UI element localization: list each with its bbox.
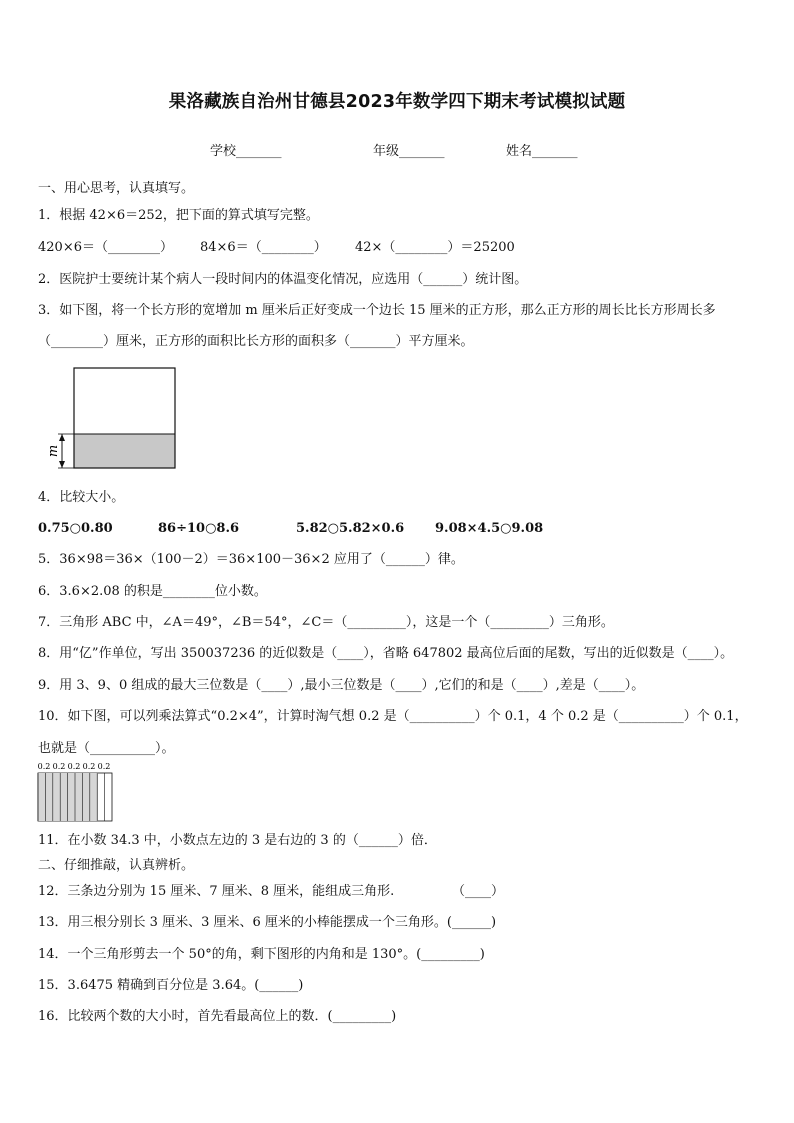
question-12-answer-blank[interactable]: （____）	[452, 884, 505, 899]
question-4: 4．比较大小。	[38, 490, 125, 505]
question-4-d[interactable]: 9.08×4.5○9.08	[435, 521, 544, 536]
strip-label-4: 0.2	[82, 762, 96, 771]
shaded-width-increase	[74, 434, 175, 468]
question-5[interactable]: 5．36×98＝36×（100－2）＝36×100－36×2 应用了（______）律。	[38, 552, 464, 567]
question-14[interactable]: 14．一个三角形剪去一个 50°的角，剩下图形的内角和是 130°。(_________)	[38, 947, 485, 962]
page-title: 果洛藏族自治州甘德县2023年数学四下期末考试模拟试题	[168, 92, 626, 112]
question-1-b[interactable]: 84×6＝（________）	[200, 240, 327, 255]
question-16[interactable]: 16．比较两个数的大小时，首先看最高位上的数．(_________)	[38, 1009, 397, 1024]
question-8[interactable]: 8．用“亿”作单位，写出 350037236 的近似数是（____），省略 647802 最高位后面的尾数，写出的近似数是（____）。	[38, 646, 734, 661]
arrow-up-icon	[59, 434, 65, 441]
question-4-c[interactable]: 5.82○5.82×0.6	[296, 521, 405, 536]
section-two-heading: 二、仔细推敲，认真辨析。	[38, 858, 195, 873]
school-field[interactable]: 学校_______	[210, 144, 282, 159]
question-12: 12．三条边分别为 15 厘米、7 厘米、8 厘米，能组成三角形.	[38, 884, 395, 899]
question-10-line-1[interactable]: 10．如下图，可以列乘法算式“0.2×4”，计算时淘气想 0.2 是（__________）个 0.1，4 个 0.2 是（__________）个 0.1，	[38, 709, 748, 724]
strip-label-3: 0.2	[67, 762, 81, 771]
question-9[interactable]: 9．用 3、9、0 组成的最大三位数是（____）,最小三位数是（____）,它们的和是（____）,差是（____）。	[38, 678, 645, 693]
strip-label-1: 0.2	[37, 762, 51, 771]
question-10-line-2[interactable]: 也就是（__________）。	[38, 741, 175, 756]
question-4-a[interactable]: 0.75○0.80	[38, 521, 113, 536]
decimal-strip-figure	[36, 760, 116, 824]
question-4-b[interactable]: 86÷10○8.6	[158, 521, 240, 536]
question-6[interactable]: 6．3.6×2.08 的积是________位小数。	[38, 584, 267, 599]
section-one-heading: 一、用心思考，认真填写。	[38, 181, 195, 196]
question-7[interactable]: 7．三角形 ABC 中，∠A＝49°，∠B＝54°，∠C＝（_________），这是一个（_________）三角形。	[38, 615, 614, 630]
question-15[interactable]: 15．3.6475 精确到百分位是 3.64。(______)	[38, 978, 304, 993]
question-11[interactable]: 11．在小数 34.3 中，小数点左边的 3 是右边的 3 的（______）倍．	[38, 833, 437, 848]
question-13[interactable]: 13．用三根分别长 3 厘米、3 厘米、6 厘米的小棒能摆成一个三角形。(______)	[38, 915, 497, 930]
arrow-down-icon	[59, 461, 65, 468]
question-1-a[interactable]: 420×6＝（________）	[38, 240, 173, 255]
name-field[interactable]: 姓名_______	[506, 144, 578, 159]
strip-label-2: 0.2	[52, 762, 66, 771]
strip-label-5: 0.2	[97, 762, 111, 771]
strip-shaded-area	[38, 773, 98, 821]
grade-field[interactable]: 年级_______	[373, 144, 445, 159]
question-3-line-2[interactable]: （________）厘米，正方形的面积比长方形的面积多（_______）平方厘米。	[38, 334, 474, 349]
question-1-c[interactable]: 42×（________）＝25200	[355, 240, 515, 255]
rectangle-figure	[40, 362, 185, 474]
question-1: 1．根据 42×6＝252，把下面的算式填写完整。	[38, 208, 319, 223]
question-2[interactable]: 2．医院护士要统计某个病人一段时间内的体温变化情况，应选用（______）统计图。	[38, 272, 528, 287]
question-3-line-1: 3．如下图，将一个长方形的宽增加 m 厘米后正好变成一个边长 15 厘米的正方形，那么正方形的周长比长方形周长多	[38, 303, 716, 318]
m-label: m	[46, 444, 61, 458]
